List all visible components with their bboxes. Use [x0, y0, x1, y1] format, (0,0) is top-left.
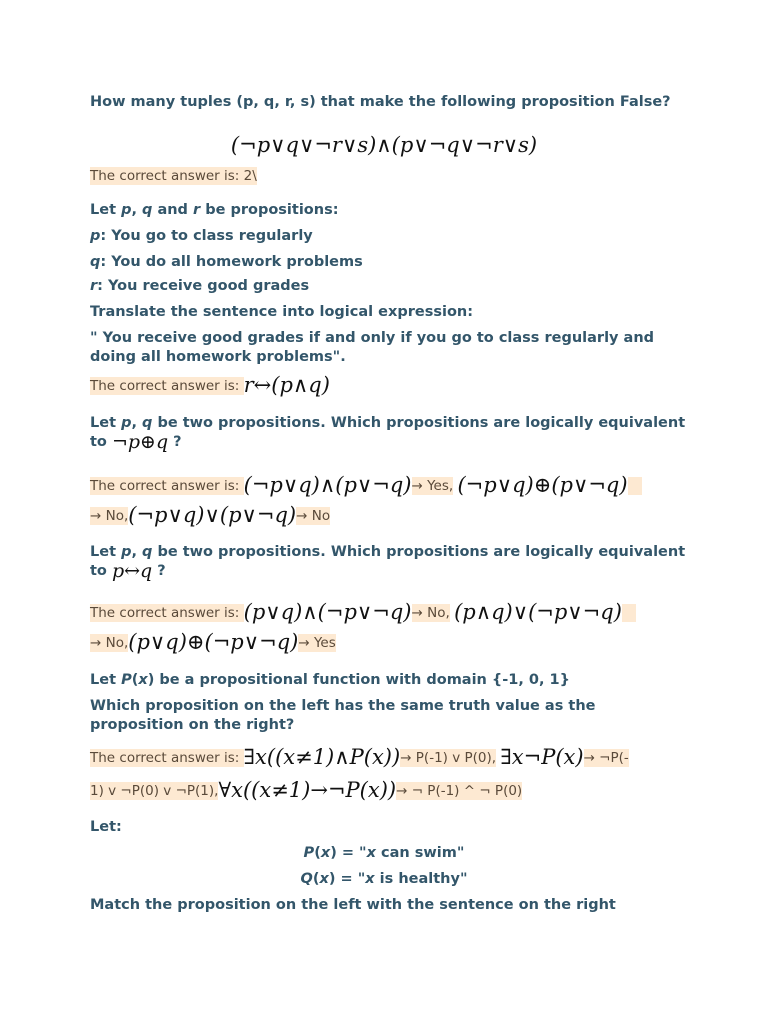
answer-3-result-3: → No — [296, 508, 331, 524]
answer-5-result-2-start: → ¬P(- — [583, 750, 629, 766]
answer-4-result-2: → No, — [90, 635, 129, 651]
answer-4-formula-2: (p∧q)∨(¬p∨¬q) — [454, 600, 622, 624]
answer-4-line-2 — [90, 627, 690, 658]
question-6-match: Match the proposition on the left with the sentence on the right — [90, 897, 616, 913]
var-Q: Q — [300, 871, 313, 887]
answer-5-result-1: → P(-1) v P(0), — [400, 750, 497, 766]
answer-5-formula-2: ∃x¬P(x) — [500, 745, 584, 769]
var-p: p — [121, 415, 132, 431]
paren: ( — [131, 672, 139, 688]
answer-3-formula-1: (¬p∨q)∧(p∨¬q) — [243, 473, 412, 497]
var-p: p — [121, 202, 132, 218]
sep: ) = " — [328, 871, 366, 887]
question-4-text — [90, 543, 690, 581]
answer-3-result-2: → No, — [90, 508, 129, 524]
var-q: q — [142, 544, 153, 560]
answer-4-result-1: → No, — [411, 605, 450, 621]
sep: and — [152, 202, 193, 218]
answer-5-result-3: → ¬ P(-1) ^ ¬ P(0) — [396, 783, 523, 799]
answer-2-label: The correct answer is: — [90, 378, 244, 394]
question-text: be two propositions. Which propositions are logically equivalent to — [90, 544, 686, 579]
answer-1-text: The correct answer is: 2\ — [90, 168, 257, 184]
answer-5-line-2 — [90, 775, 690, 806]
question-5-intro — [90, 671, 690, 690]
question-text: Let — [90, 672, 122, 688]
question-3-text — [90, 414, 690, 452]
var-x: x — [319, 871, 329, 887]
sep: , — [131, 415, 143, 431]
definition-text: : You receive good grades — [97, 278, 310, 294]
answer-3-result-1: → Yes, — [411, 478, 454, 494]
intro-text: Let — [90, 202, 122, 218]
answer-4-result-3: → Yes — [298, 635, 336, 651]
answer-4-formula-3: (p∨q)⊕(¬p∨¬q) — [128, 630, 299, 654]
var-r: r — [193, 202, 201, 218]
definition-p — [90, 227, 690, 246]
answer-4-label: The correct answer is: — [90, 605, 244, 621]
sep: , — [131, 544, 143, 560]
var-p: p — [90, 228, 101, 244]
question-1-formula: (¬p∨q∨¬r∨s)∧(p∨¬q∨¬r∨s) — [230, 133, 538, 157]
definition-qx: Q(x) = "x is healthy" — [300, 871, 468, 887]
definition-px: P(x) = "x can swim" — [303, 845, 465, 861]
question-text: Let — [90, 544, 122, 560]
question-text: ) be a propositional function with domain {-1, 0, 1} — [147, 672, 570, 688]
answer-5-formula-3: ∀x((x≠1)→¬P(x)) — [218, 778, 397, 802]
answer-4-highlight-tail — [622, 604, 636, 622]
question-2-sentence: " You receive good grades if and only if you go to class regularly and doing all homework problems". — [90, 330, 655, 365]
answer-2-formula: r↔(p∧q) — [243, 373, 330, 397]
answer-5-formula-1: ∃x((x≠1)∧P(x)) — [243, 745, 401, 769]
definition-q — [90, 253, 690, 272]
var-r: r — [90, 278, 98, 294]
answer-4 — [90, 597, 690, 628]
answer-5-result-2-end: 1) v ¬P(0) v ¬P(1), — [90, 783, 219, 799]
question-1-formula-line — [0, 133, 768, 157]
answer-5 — [90, 742, 690, 773]
question-text: Let — [90, 415, 122, 431]
answer-3-highlight-tail — [628, 477, 642, 495]
question-4-target-formula: p↔q — [111, 560, 153, 582]
var-q: q — [142, 415, 153, 431]
definition-text: can swim" — [375, 845, 465, 861]
var-P: P — [121, 672, 132, 688]
var-q: q — [142, 202, 153, 218]
var-x: x — [366, 845, 376, 861]
answer-1 — [90, 161, 690, 191]
var-x: x — [365, 871, 375, 887]
answer-3 — [90, 470, 690, 501]
question-1-text: How many tuples (p, q, r, s) that make the following proposition False? — [90, 94, 671, 110]
answer-3-line-2 — [90, 500, 690, 531]
sep: ) = " — [330, 845, 367, 861]
answer-3-formula-2: (¬p∨q)⊕(p∨¬q) — [457, 473, 628, 497]
intro-text: be propositions: — [200, 202, 339, 218]
definition-text: : You go to class regularly — [100, 228, 313, 244]
var-x: x — [138, 672, 148, 688]
question-2-translate: Translate the sentence into logical expression: — [90, 304, 474, 320]
var-P: P — [303, 845, 315, 861]
question-5-text: Which proposition on the left has the same truth value as the proposition on the right? — [90, 698, 596, 733]
var-p: p — [121, 544, 132, 560]
definition-text: is healthy" — [374, 871, 468, 887]
question-text: be two propositions. Which propositions are logically equivalent to — [90, 415, 686, 450]
answer-3-formula-3: (¬p∨q)∨(p∨¬q) — [128, 503, 297, 527]
question-6-let: Let: — [90, 819, 122, 835]
var-x: x — [320, 845, 331, 861]
definition-text: : You do all homework problems — [100, 254, 363, 270]
question-2-intro — [90, 201, 690, 220]
sep: , — [131, 202, 143, 218]
answer-5-label: The correct answer is: — [90, 750, 244, 766]
answer-4-formula-1: (p∨q)∧(¬p∨¬q) — [243, 600, 412, 624]
question-3-target-formula: ¬p⊕q — [111, 431, 169, 453]
definition-r — [90, 277, 690, 296]
answer-2 — [90, 370, 690, 401]
question-mark: ? — [168, 434, 182, 450]
answer-3-label: The correct answer is: — [90, 478, 244, 494]
var-q: q — [90, 254, 101, 270]
question-mark: ? — [152, 563, 166, 579]
